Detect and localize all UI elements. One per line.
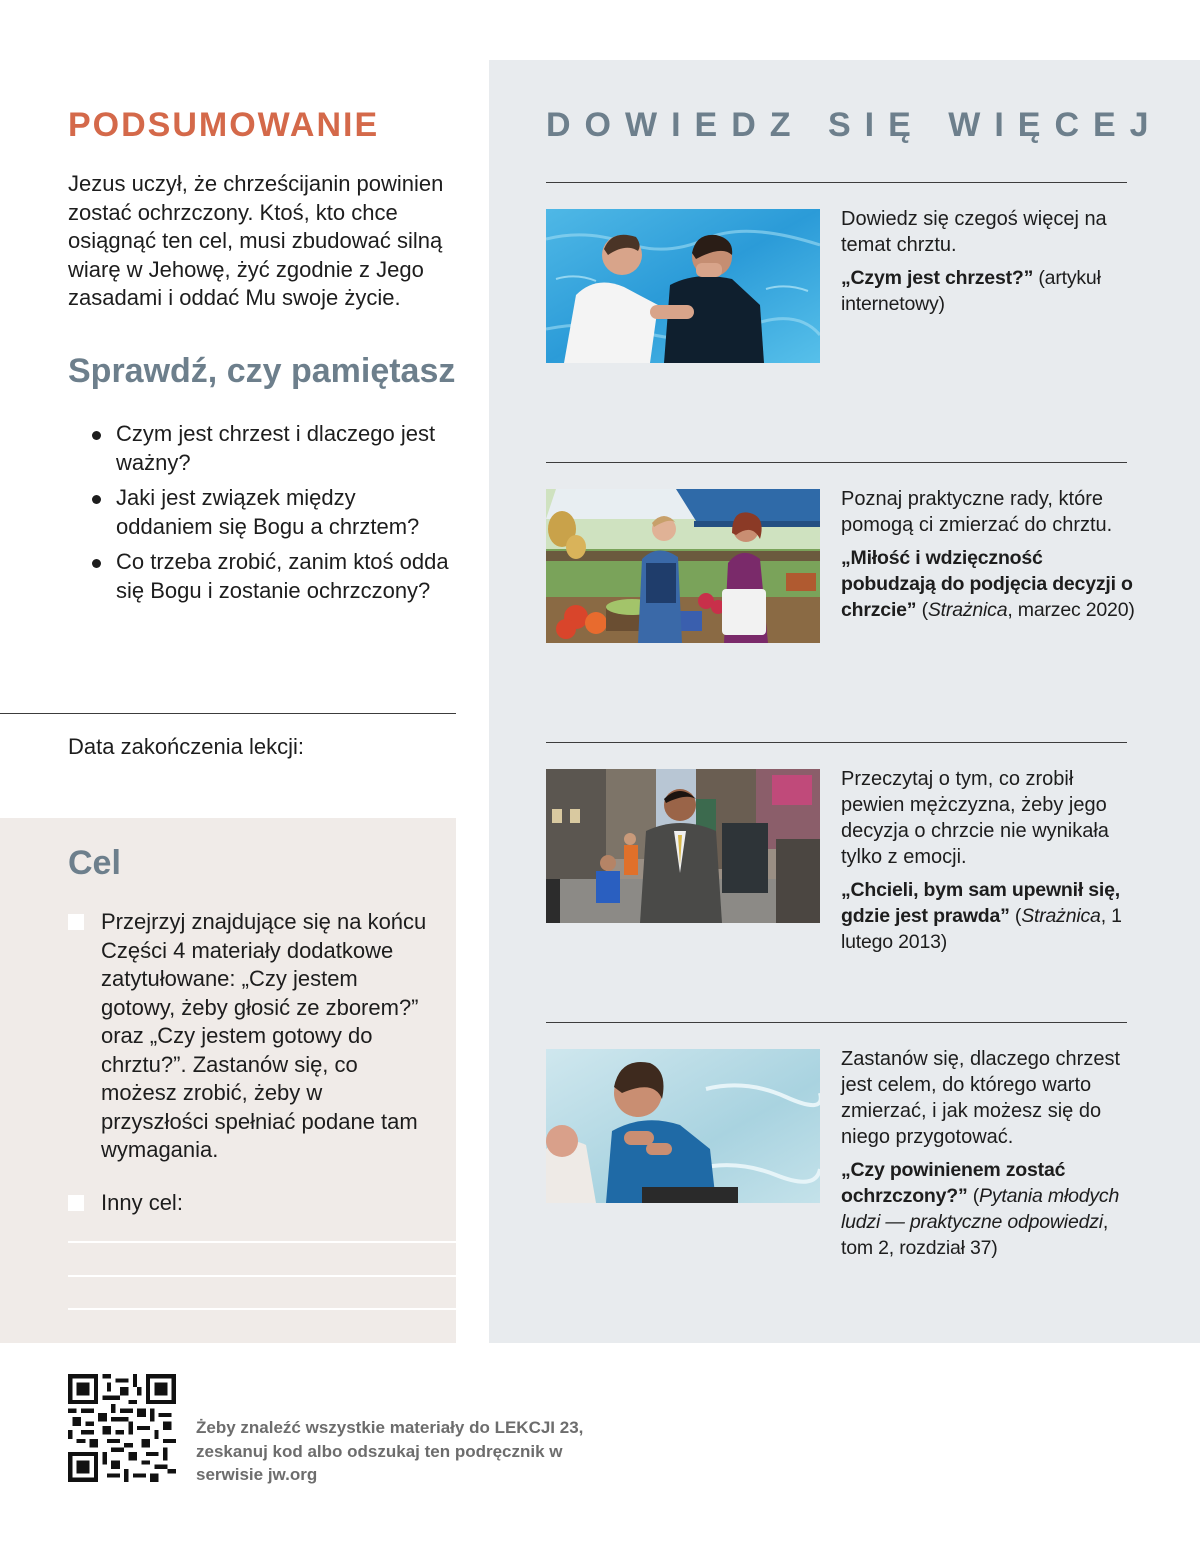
qr-code-icon[interactable] bbox=[68, 1374, 176, 1482]
divider bbox=[546, 462, 1127, 463]
entry-reference-title[interactable]: „Czy powinienem zostać ochrzczony?” bbox=[841, 1159, 1066, 1207]
recall-title: Sprawdź, czy pamiętasz bbox=[68, 352, 456, 390]
baptism-pool-photo bbox=[546, 209, 820, 363]
learn-more-title: DOWIEDZ SIĘ WIĘCEJ bbox=[546, 106, 1163, 144]
entry-description: Dowiedz się czegoś więcej na temat chrztu. bbox=[841, 208, 1107, 256]
entry-description: Poznaj praktyczne rady, które pomogą ci zmierzać do chrztu. bbox=[841, 488, 1113, 536]
divider bbox=[546, 1022, 1127, 1023]
entry-reference-title[interactable]: „Chcieli, bym sam upewnił się, gdzie jest prawda” bbox=[841, 879, 1121, 927]
divider bbox=[546, 182, 1127, 183]
divider bbox=[546, 742, 1127, 743]
goal-title: Cel bbox=[68, 844, 121, 882]
entry-description: Przeczytaj o tym, co zrobił pewien mężczyzna, żeby jego decyzja o chrzcie nie wynikała tylko z emocji. bbox=[841, 768, 1109, 868]
learn-more-entry bbox=[841, 206, 1141, 317]
market-conversation-photo bbox=[546, 489, 820, 643]
learn-more-entry bbox=[841, 486, 1141, 623]
recall-question: Co trzeba zrobić, zanim ktoś odda się Bogu i zostanie ochrzczony? bbox=[92, 548, 452, 605]
divider bbox=[0, 713, 456, 714]
other-goal-checkbox[interactable] bbox=[68, 1195, 84, 1211]
entry-reference[interactable]: „Chcieli, bym sam upewnił się, gdzie jest prawda” (Strażnica, 1 lutego 2013) bbox=[841, 879, 1122, 953]
writing-line[interactable] bbox=[68, 1308, 456, 1310]
entry-reference[interactable]: „Miłość i wdzięczność pobudzają do podjęcia decyzji o chrzcie” (Strażnica, marzec 2020) bbox=[841, 547, 1135, 621]
city-street-man-photo bbox=[546, 769, 820, 923]
writing-line[interactable] bbox=[68, 1241, 456, 1243]
bullet-icon bbox=[92, 431, 101, 440]
publication-name: Pytania młodych ludzi — praktyczne odpowiedzi bbox=[841, 1185, 1120, 1233]
learn-more-entry bbox=[841, 1046, 1141, 1261]
entry-description: Zastanów się, dlaczego chrzest jest celem, do którego warto zmierzać, i jak możesz się do niego przygotować. bbox=[841, 1048, 1121, 1148]
learn-more-entry bbox=[841, 766, 1141, 955]
bullet-icon bbox=[92, 495, 101, 504]
entry-reference[interactable]: „Czy powinienem zostać ochrzczony?” (Pytania młodych ludzi — praktyczne odpowiedzi, tom 2, rozdział 37) bbox=[841, 1159, 1120, 1259]
recall-question: Jaki jest związek między oddaniem się Bogu a chrztem? bbox=[92, 484, 452, 541]
completion-date-label: Data zakończenia lekcji: bbox=[68, 734, 305, 759]
entry-reference-title[interactable]: „Miłość i wdzięczność pobudzają do podjęcia decyzji o chrzcie” bbox=[841, 547, 1133, 621]
recall-question: Czym jest chrzest i dlaczego jest ważny? bbox=[92, 420, 452, 477]
entry-reference[interactable]: „Czym jest chrzest?” (artykuł internetowy) bbox=[841, 267, 1101, 315]
footer-note: Żeby znaleźć wszystkie materiały do LEKCJI 23, zeskanuj kod albo odszukaj ten podręcznik w serwisie jw.org bbox=[196, 1418, 584, 1484]
goal-checkbox[interactable] bbox=[68, 914, 84, 930]
young-woman-baptism-photo bbox=[546, 1049, 820, 1203]
summary-title: PODSUMOWANIE bbox=[68, 106, 380, 144]
entry-reference-title[interactable]: „Czym jest chrzest?” bbox=[841, 267, 1034, 289]
recall-question-list bbox=[92, 420, 452, 612]
writing-line[interactable] bbox=[68, 1275, 456, 1277]
bullet-icon bbox=[92, 559, 101, 568]
publication-name: Strażnica bbox=[1021, 905, 1101, 927]
summary-text: Jezus uczył, że chrześcijanin powinien zostać ochrzczony. Ktoś, kto chce osiągnąć ten cel, musi zbudować silną wiarę w Jehowę, żyć zgodnie z Jego zasadami i oddać Mu swoje życie. bbox=[68, 171, 444, 310]
other-goal-label: Inny cel: bbox=[101, 1190, 183, 1215]
publication-name: Strażnica bbox=[927, 599, 1008, 621]
goal-item-text: Przejrzyj znajdujące się na końcu Części 4 materiały dodatkowe zatytułowane: „Czy jestem gotowy, żeby głosić ze zborem?” oraz „Czy jestem gotowy do chrztu?”. Zastanów się, co możesz zrobić, żeby w przyszłości spełniać podane tam wymagania. bbox=[101, 909, 427, 1162]
